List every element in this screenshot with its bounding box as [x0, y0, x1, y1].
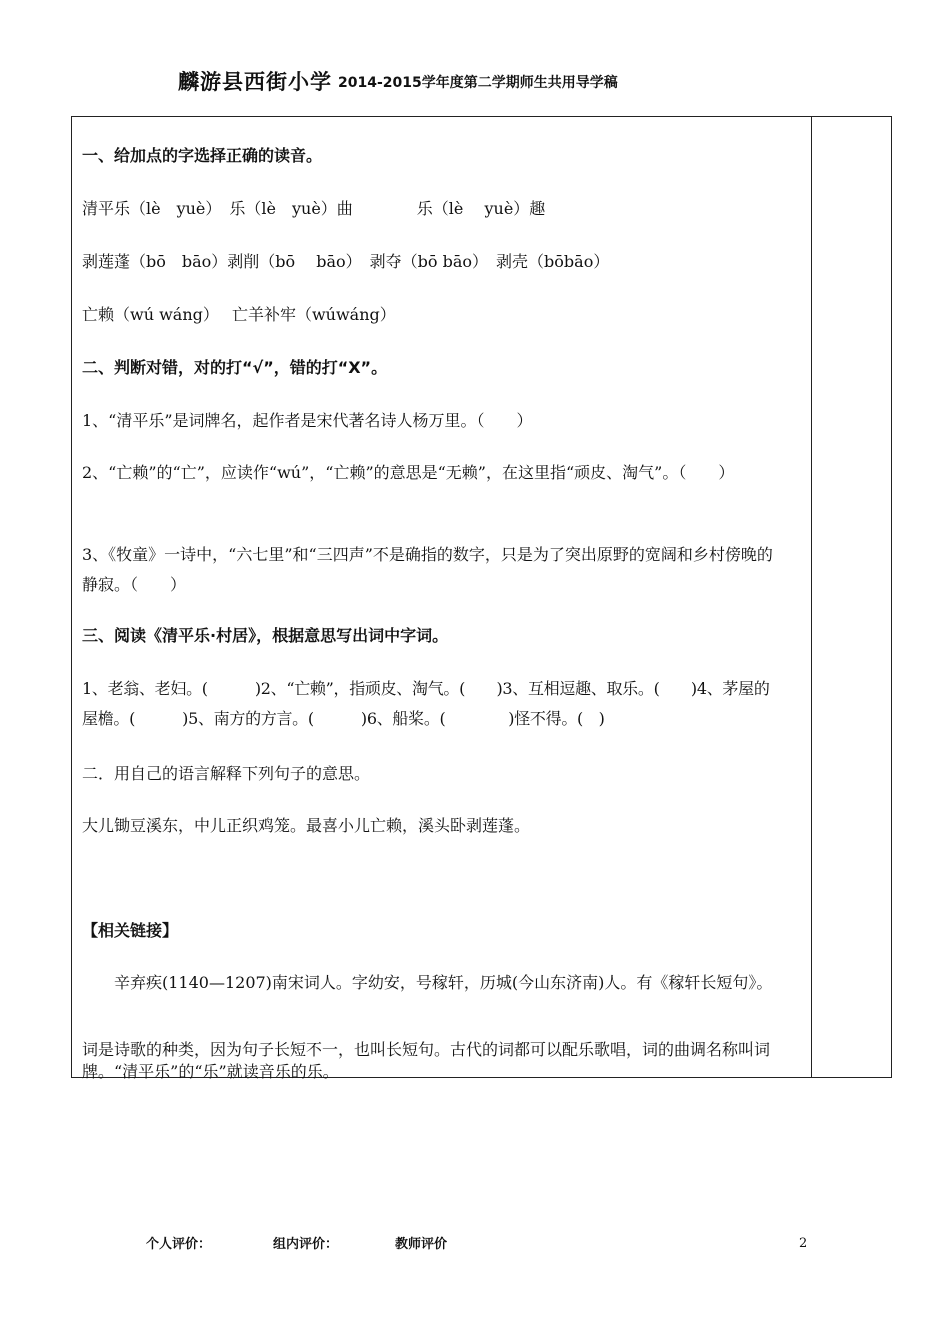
- section1-heading: 一、给加点的字选择正确的读音。: [82, 146, 323, 165]
- section1-row2: 剥莲蓬（bō bāo）剥削（bō bāo） 剥夺（bō bāo） 剥壳（bōbāo）: [82, 252, 610, 271]
- section1-row1: 清平乐（lè yuè） 乐（lè yuè）曲 乐（lè yuè）趣: [82, 199, 546, 218]
- section2-item1: 1、“清平乐”是词牌名，起作者是宋代著名诗人杨万里。（ ）: [82, 411, 533, 430]
- group-evaluation-label: 组内评价：: [273, 1237, 339, 1252]
- document-subtitle: 2014-2015学年度第二学期师生共用导学稿: [338, 75, 618, 91]
- school-name: 麟游县西街小学: [178, 70, 332, 94]
- section1-row3: 亡赖（wú wáng） 亡羊补牢（wúwáng）: [82, 305, 396, 324]
- links-paragraph-1: 辛弃疾(1140—1207)南宋词人。字幼安，号稼轩，历城(今山东济南)人。有《稼轩长短句》。: [82, 973, 773, 992]
- section2-item2: 2、“亡赖”的“亡”，应读作“wú”，“亡赖”的意思是“无赖”，在这里指“顽皮、淘气”。（ ）: [82, 463, 735, 482]
- table-column-divider: [811, 116, 812, 1078]
- section3-items: 1、老翁、老妇。( )2、“亡赖”，指顽皮、淘气。( )3、互相逗趣、取乐。( )4、茅屋的屋檐。( )5、南方的方言。( )6、船桨。( )怪不得。( ): [82, 679, 770, 728]
- links-heading: 【相关链接】: [82, 921, 179, 940]
- page-number: 2: [799, 1236, 808, 1251]
- teacher-evaluation-label: 教师评价: [395, 1237, 448, 1252]
- section2-heading: 二、判断对错，对的打“√”，错的打“X”。: [82, 358, 388, 377]
- section3-sentence: 大儿锄豆溪东，中儿正织鸡笼。最喜小儿亡赖，溪头卧剥莲蓬。: [82, 816, 531, 835]
- self-evaluation-label: 个人评价：: [146, 1237, 212, 1252]
- section3-question2: 二．用自己的语言解释下列句子的意思。: [82, 764, 371, 783]
- links-paragraph-2: 词是诗歌的种类，因为句子长短不一，也叫长短句。古代的词都可以配乐歌唱，词的曲调名称叫词牌。“清平乐”的“乐”就读音乐的乐。: [82, 1040, 771, 1081]
- section2-item3: 3、《牧童》一诗中，“六七里”和“三四声”不是确指的数字，只是为了突出原野的宽阔和乡村傍晚的静寂。（ ）: [82, 545, 773, 594]
- section3-heading: 三、阅读《清平乐·村居》，根据意思写出词中字词。: [82, 626, 449, 645]
